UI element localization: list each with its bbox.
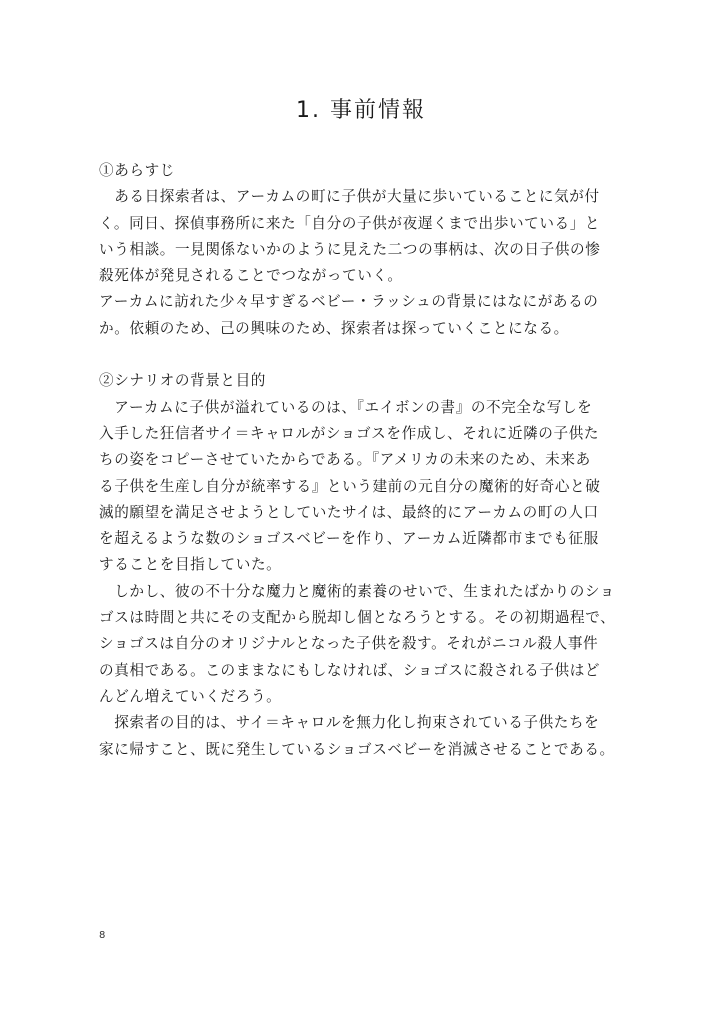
page-title: 1. 事前情報: [296, 98, 426, 123]
paragraph-line: アーカムに訪れた少々早すぎるベビー・ラッシュの背景にはなにがあるの: [99, 293, 599, 311]
paragraph-line: 殺死体が発見されることでつながっていく。: [99, 267, 403, 285]
paragraph-line: ある日探索者は、アーカムの町に子供が大量に歩いていることに気が付: [99, 188, 600, 206]
paragraph-line: ゴスは時間と共にその支配から脱却し個となろうとする。その初期過程で、: [99, 609, 616, 627]
paragraph-line: しかし、彼の不十分な魔力と魔術的素養のせいで、生まれたばかりのショ: [99, 582, 616, 600]
paragraph-line: 探索者の目的は、サイ＝キャロルを無力化し拘束されている子供たちを: [99, 714, 600, 732]
paragraph-line: アーカムに子供が溢れているのは、『エイボンの書』の不完全な写しを: [99, 398, 593, 416]
paragraph-line: することを目指していた。: [99, 556, 282, 574]
paragraph-line: か。依頼のため、己の興味のため、探索者は探っていくことになる。: [99, 319, 569, 337]
section-spacer: [99, 342, 623, 368]
paragraph-line: いう相談。一見関係ないかのように見えた二つの事柄は、次の日子供の惨: [99, 240, 601, 258]
paragraph-line: る子供を生産し自分が統率する』という建前の元自分の魔術的好奇心と破: [99, 477, 601, 495]
paragraph-line: 滅的願望を満足させようとしていたサイは、最終的にアーカムの町の人口: [99, 503, 599, 521]
page-number: 8: [99, 930, 106, 941]
body-text: [99, 158, 623, 763]
section-heading-background: ②シナリオの背景と目的: [99, 372, 266, 390]
paragraph-line: んどん増えていくだろう。: [99, 687, 282, 705]
paragraph-line: の真相である。このままなにもしなければ、ショゴスに殺される子供はど: [99, 661, 601, 679]
paragraph-line: を超えるような数のショゴスベビーを作り、アーカム近隣都市までも征服: [99, 530, 599, 548]
paragraph-line: ちの姿をコピーさせていたからである。『アメリカの未来のため、未来あ: [99, 451, 591, 469]
paragraph-line: 入手した狂信者サイ＝キャロルがショゴスを作成し、それに近隣の子供た: [99, 424, 600, 442]
paragraph-line: く。同日、探偵事務所に来た「自分の子供が夜遅くまで出歩いている」と: [99, 214, 601, 232]
section-heading-synopsis: ①あらすじ: [99, 162, 175, 179]
paragraph-line: ショゴスは自分のオリジナルとなった子供を殺す。それがニコル殺人事件: [99, 635, 599, 653]
paragraph-line: 家に帰すこと、既に発生しているショゴスベビーを消滅させることである。: [99, 740, 615, 758]
